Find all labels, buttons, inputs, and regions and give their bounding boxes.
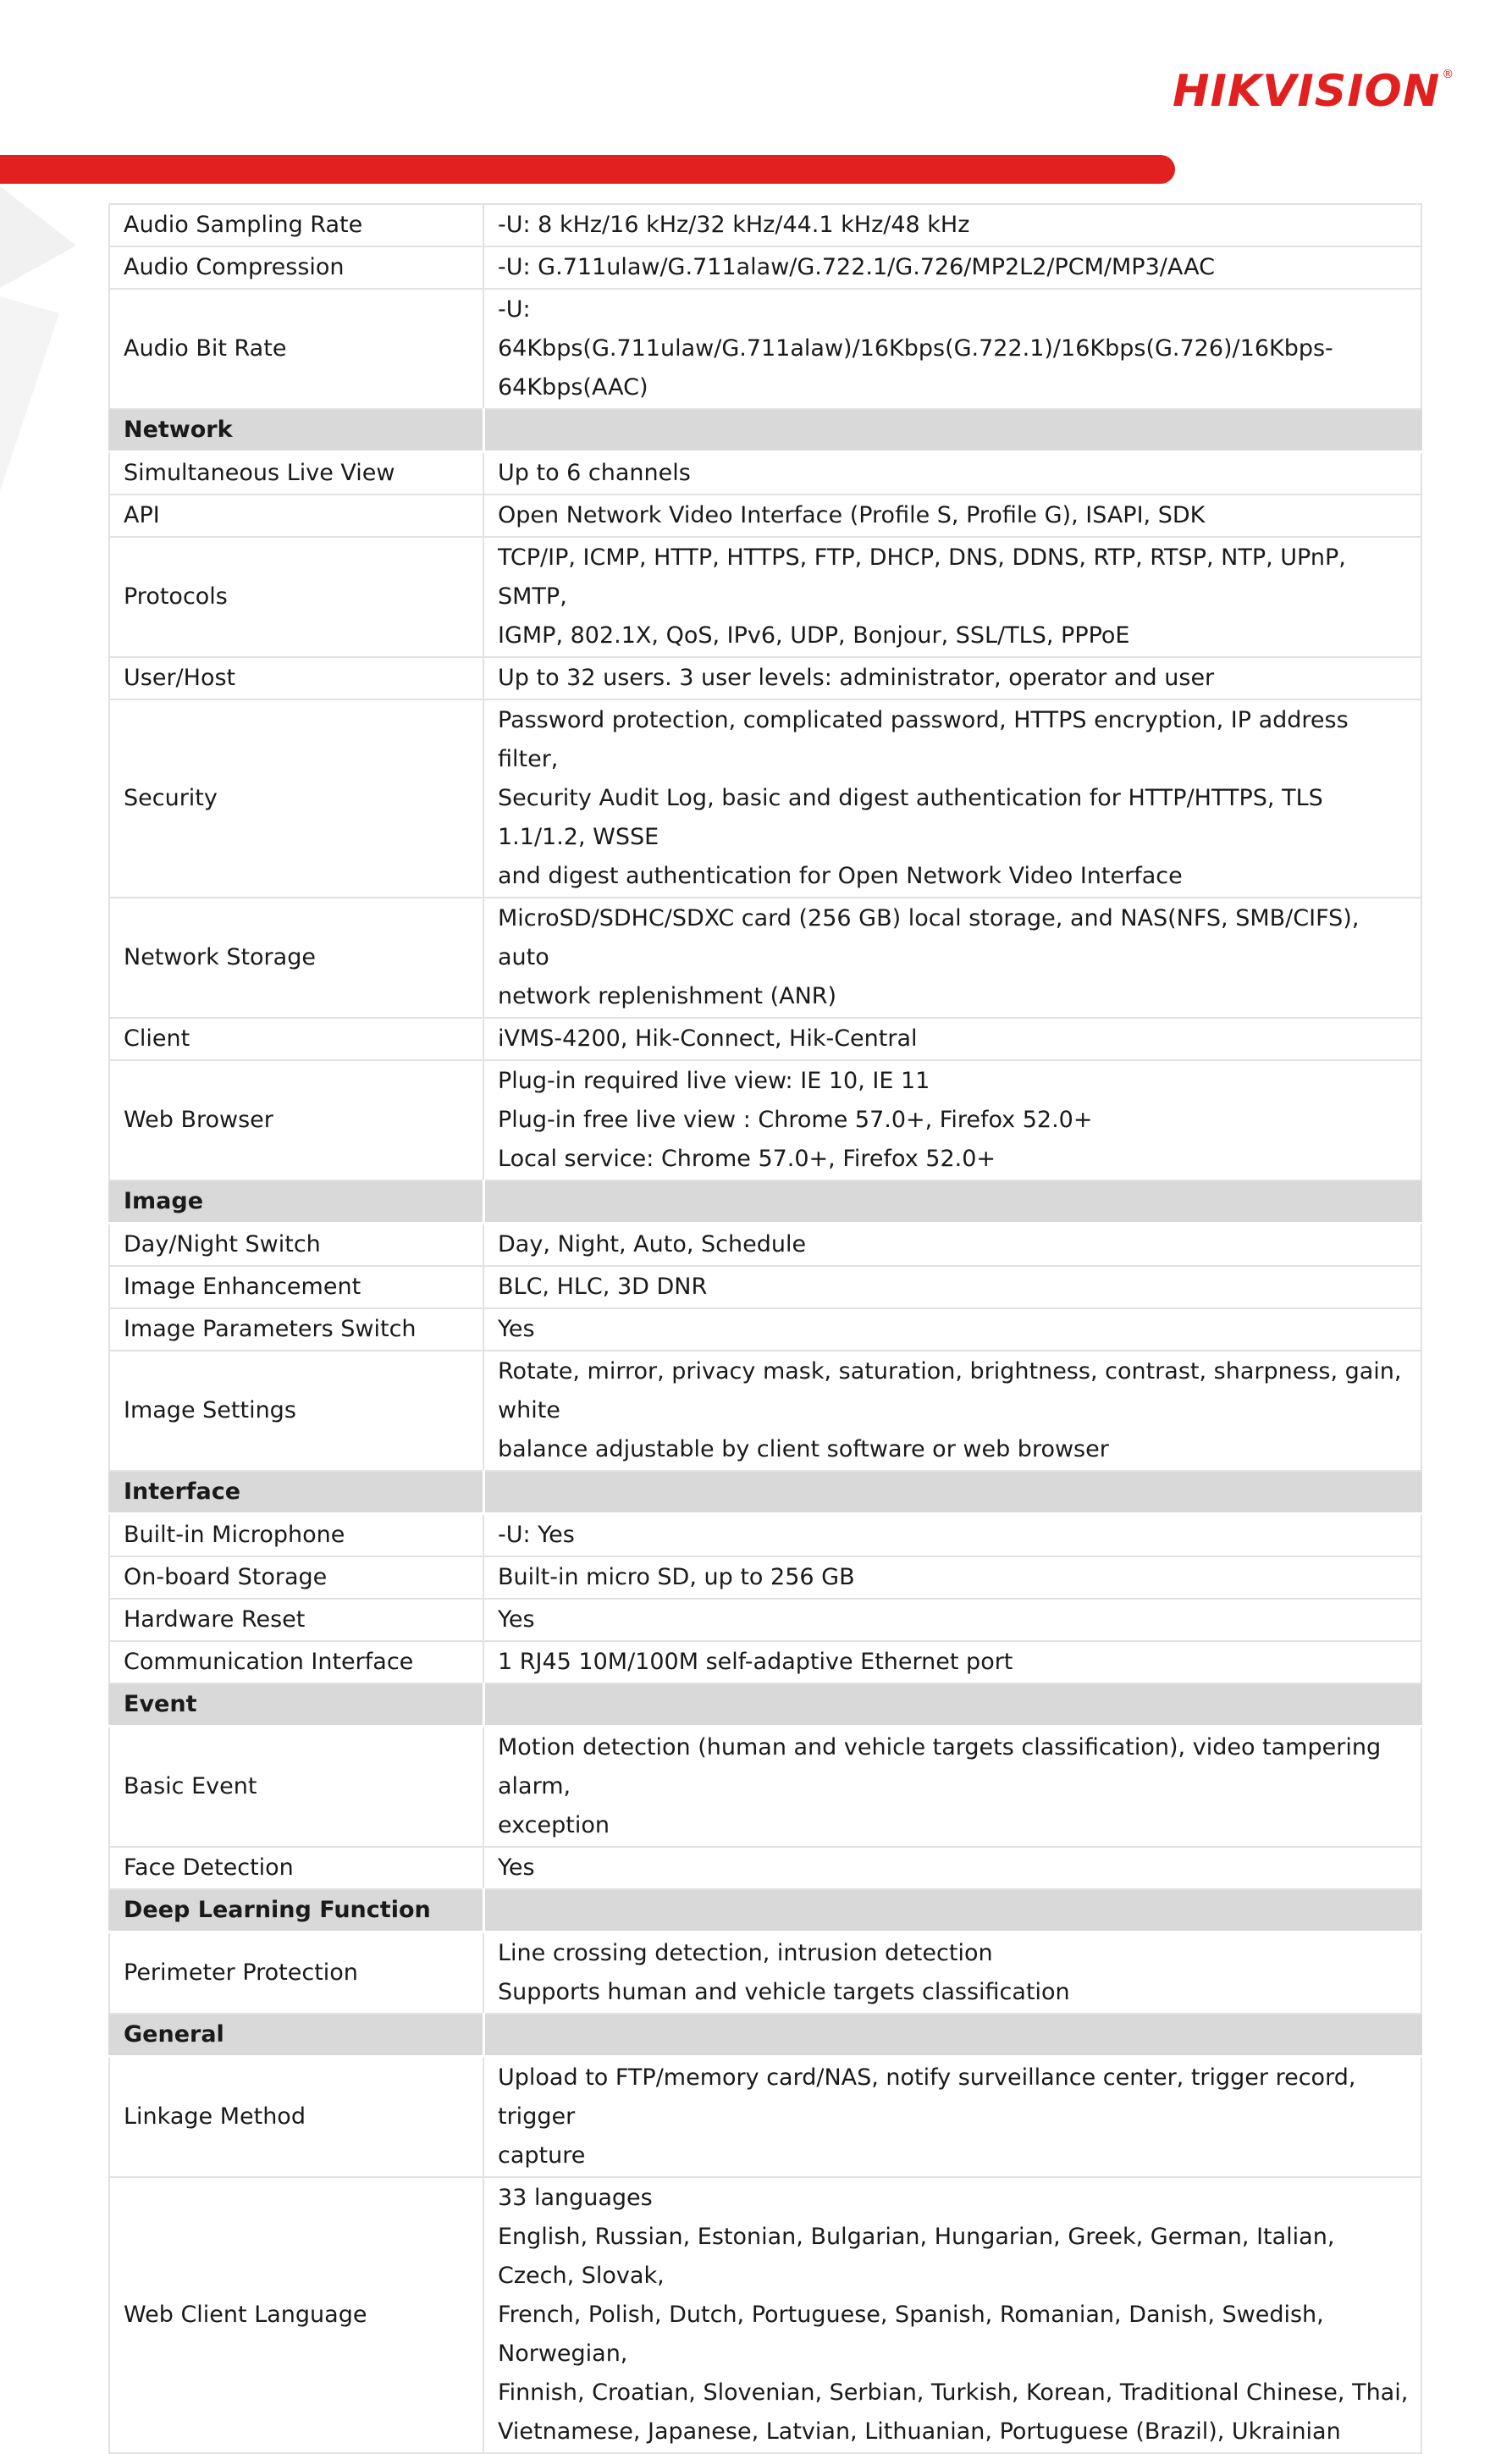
spec-value-line: Yes [498,1316,535,1342]
spec-value-line: TCP/IP, ICMP, HTTP, HTTPS, FTP, DHCP, DNS, DDNS, RTP, RTSP, NTP, UPnP, SMTP, [498,544,1346,610]
spec-value-line: Line crossing detection, intrusion detection [498,1940,993,1966]
section-blank-cell [483,1180,1421,1224]
spec-row [109,1308,1421,1351]
spec-row [109,657,1421,699]
spec-label: Simultaneous Live View [109,452,483,495]
spec-label: Communication Interface [109,1641,483,1683]
spec-row [109,2057,1421,2178]
spec-row [109,1847,1421,1889]
spec-value-line: Supports human and vehicle targets classification [498,1979,1070,2005]
spec-value [483,1266,1421,1308]
spec-row [109,537,1421,657]
spec-label: On-board Storage [109,1556,483,1599]
section-blank-cell [483,1471,1421,1514]
spec-value-line: -U: 8 kHz/16 kHz/32 kHz/44.1 kHz/48 kHz [498,212,970,238]
spec-value-line: Plug-in free live view : Chrome 57.0+, Firefox 52.0+ [498,1107,1093,1133]
spec-label: Security [109,699,483,898]
spec-label: API [109,495,483,537]
section-blank-cell [483,409,1421,452]
spec-value-line: Up to 32 users. 3 user levels: administrator, operator and user [498,665,1215,691]
spec-value-line: IGMP, 802.1X, QoS, IPv6, UDP, Bonjour, SSL/TLS, PPPoE [498,622,1130,649]
spec-value-line: Upload to FTP/memory card/NAS, notify surveillance center, trigger record, trigger [498,2064,1356,2130]
spec-value [483,1847,1421,1889]
spec-value-line: -U: G.711ulaw/G.711alaw/G.722.1/G.726/MP2L2/PCM/MP3/AAC [498,254,1215,280]
spec-label: Perimeter Protection [109,1932,483,2015]
section-blank-cell [483,1683,1421,1727]
spec-value-line: BLC, HLC, 3D DNR [498,1274,708,1300]
spec-value [483,1018,1421,1060]
spec-row [109,1266,1421,1308]
section-header-row [109,409,1421,452]
spec-label: Audio Compression [109,246,483,289]
spec-value [483,289,1421,409]
spec-value-line: Local service: Chrome 57.0+, Firefox 52.0+ [498,1146,996,1172]
spec-value-line: English, Russian, Estonian, Bulgarian, Hungarian, Greek, German, Italian, Czech, Slovak, [498,2224,1335,2289]
spec-value [483,1556,1421,1599]
section-header-row [109,1180,1421,1224]
section-title: Network [109,409,483,452]
spec-label: Hardware Reset [109,1599,483,1641]
spec-value [483,657,1421,699]
spec-value-line: -U: [498,296,531,323]
spec-value [483,1308,1421,1351]
spec-value-line: 33 languages [498,2185,653,2211]
spec-value [483,1060,1421,1180]
spec-row [109,1556,1421,1599]
spec-label: Audio Bit Rate [109,289,483,409]
spec-row [109,289,1421,409]
spec-value-line: Day, Night, Auto, Schedule [498,1231,807,1257]
spec-value [483,1224,1421,1267]
spec-value-line: Yes [498,1854,535,1881]
spec-value [483,1514,1421,1557]
spec-row [109,1932,1421,2015]
spec-value [483,452,1421,495]
spec-value-line: network replenishment (ANR) [498,983,837,1009]
spec-label: User/Host [109,657,483,699]
spec-value-line: Security Audit Log, basic and digest authentication for HTTP/HTTPS, TLS 1.1/1.2, WSSE [498,785,1323,850]
spec-value-line: iVMS-4200, Hik-Connect, Hik-Central [498,1025,918,1052]
spec-row [109,495,1421,537]
spec-value-line: balance adjustable by client software or web browser [498,1436,1109,1462]
section-blank-cell [483,1889,1421,1932]
logo-text: HIKVISION [1173,66,1441,117]
spec-row [109,204,1421,246]
spec-label: Network Storage [109,898,483,1018]
spec-row [109,1727,1421,1848]
spec-table [108,203,1422,2454]
section-title: Deep Learning Function [109,1889,483,1932]
spec-label: Web Browser [109,1060,483,1180]
header-red-bar [0,155,1175,184]
spec-value-line: 64Kbps(G.711ulaw/G.711alaw)/16Kbps(G.722.1)/16Kbps(G.726)/16Kbps-64Kbps(AAC) [498,335,1333,401]
spec-value [483,1351,1421,1471]
hikvision-logo [1173,66,1454,117]
spec-value [483,1641,1421,1683]
spec-value [483,1599,1421,1641]
spec-label: Basic Event [109,1727,483,1848]
spec-value [483,495,1421,537]
section-header-row [109,2014,1421,2057]
spec-value-line: Motion detection (human and vehicle targets classification), video tampering alarm, [498,1734,1382,1799]
spec-value-line: Vietnamese, Japanese, Latvian, Lithuanian, Portuguese (Brazil), Ukrainian [498,2418,1341,2445]
spec-label: Client [109,1018,483,1060]
spec-value-line: Rotate, mirror, privacy mask, saturation, brightness, contrast, sharpness, gain, white [498,1358,1402,1423]
spec-row [109,1018,1421,1060]
spec-row [109,452,1421,495]
spec-value [483,1727,1421,1848]
spec-value-line: 1 RJ45 10M/100M self-adaptive Ethernet port [498,1649,1013,1675]
spec-value-line: -U: Yes [498,1522,575,1548]
spec-value-line: Up to 6 channels [498,460,691,486]
section-title: General [109,2014,483,2057]
watermark-graphic [0,186,76,491]
spec-value-line: capture [498,2142,586,2169]
spec-value-line: exception [498,1812,610,1838]
spec-value-line: and digest authentication for Open Network Video Interface [498,863,1183,889]
spec-row [109,1599,1421,1641]
spec-row [109,246,1421,289]
registered-mark: ® [1442,68,1455,81]
spec-label: Image Enhancement [109,1266,483,1308]
spec-row [109,1641,1421,1683]
spec-row [109,1514,1421,1557]
spec-value-line: Finnish, Croatian, Slovenian, Serbian, Turkish, Korean, Traditional Chinese, Thai, [498,2379,1409,2406]
spec-row [109,2177,1421,2453]
spec-label: Linkage Method [109,2057,483,2178]
spec-row [109,1224,1421,1267]
spec-value [483,1932,1421,2015]
spec-row [109,699,1421,898]
spec-label: Built-in Microphone [109,1514,483,1557]
spec-value [483,537,1421,657]
spec-value [483,204,1421,246]
spec-value-line: Open Network Video Interface (Profile S, Profile G), ISAPI, SDK [498,502,1206,528]
spec-value [483,246,1421,289]
spec-value-line: Built-in micro SD, up to 256 GB [498,1564,855,1590]
spec-label: Protocols [109,537,483,657]
spec-label: Face Detection [109,1847,483,1889]
spec-value [483,699,1421,898]
spec-value-line: Plug-in required live view: IE 10, IE 11 [498,1068,930,1094]
section-header-row [109,1471,1421,1514]
spec-row [109,1060,1421,1180]
spec-value-line: Password protection, complicated password, HTTPS encryption, IP address filter, [498,707,1349,772]
spec-label: Audio Sampling Rate [109,204,483,246]
spec-value [483,898,1421,1018]
spec-label: Image Settings [109,1351,483,1471]
section-title: Event [109,1683,483,1727]
section-blank-cell [483,2014,1421,2057]
spec-value-line: Yes [498,1606,535,1633]
section-title: Interface [109,1471,483,1514]
section-header-row [109,1683,1421,1727]
spec-table-body [109,204,1421,2453]
spec-value-line: French, Polish, Dutch, Portuguese, Spanish, Romanian, Danish, Swedish, Norwegian, [498,2302,1324,2367]
spec-row [109,898,1421,1018]
section-title: Image [109,1180,483,1224]
spec-row [109,1351,1421,1471]
spec-label: Image Parameters Switch [109,1308,483,1351]
spec-value-line: MicroSD/SDHC/SDXC card (256 GB) local storage, and NAS(NFS, SMB/CIFS), auto [498,905,1360,970]
spec-value [483,2057,1421,2178]
spec-value [483,2177,1421,2453]
spec-label: Day/Night Switch [109,1224,483,1267]
spec-label: Web Client Language [109,2177,483,2453]
section-header-row [109,1889,1421,1932]
